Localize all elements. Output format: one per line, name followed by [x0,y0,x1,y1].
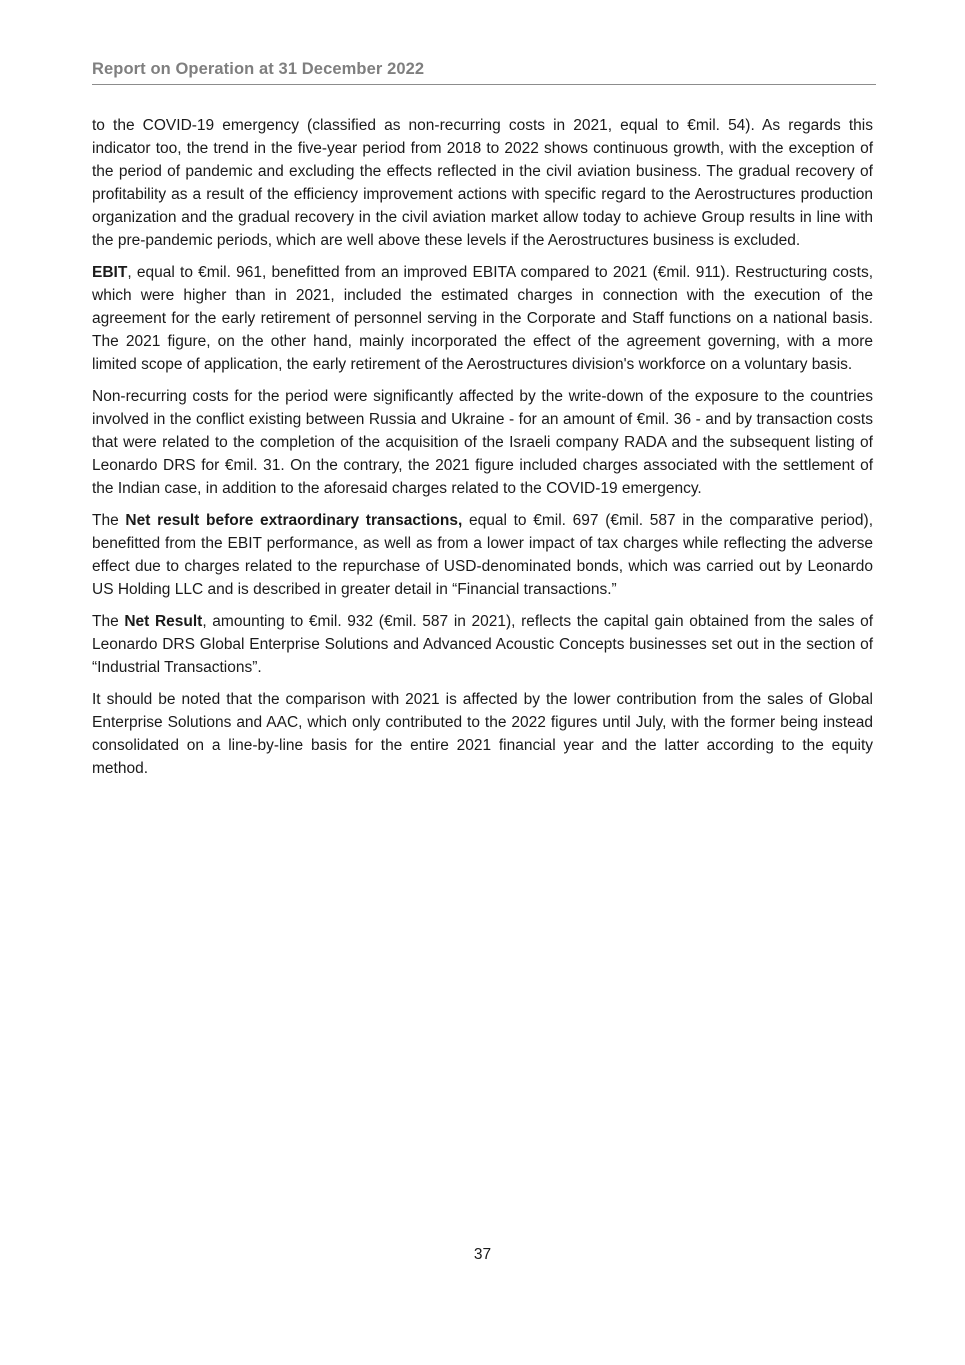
paragraph-non-recurring-costs [92,385,873,500]
paragraph-ebit [92,261,873,376]
net-result-term: Net Result [124,613,203,630]
paragraph-lead: The [92,613,125,630]
paragraph-text: It should be noted that the comparison with 2021 is affected by the lower contribution from the sales of Global Enterprise Solutions and AAC, which only contributed to the 2022 figures until July, with the former being instead consolidated on a line-by-line basis for the entire 2021 financial year and the latter according to the equity method. [92,691,873,777]
paragraph-lead: The [92,512,126,529]
page-number: 37 [473,1246,492,1263]
net-result-before-extraordinary-term: Net result before extraordinary transactions, [125,512,463,529]
paragraph-covid-profitability [92,114,873,252]
paragraph-net-result [92,610,873,679]
paragraph-text: , amounting to €mil. 932 (€mil. 587 in 2021), reflects the capital gain obtained from the sales of Leonardo DRS Global Enterprise Solutions and Advanced Acoustic Concepts businesses set out in the section of “Industrial Transactions”. [92,613,874,676]
paragraph-text: Non-recurring costs for the period were significantly affected by the write-down of the exposure to the countries involved in the conflict existing between Russia and Ukraine - for an amount of €mil. 36 - and by transaction costs that were related to the completion of the acquisition of the Israeli company RADA and the subsequent listing of Leonardo DRS for €mil. 31. On the contrary, the 2021 figure included charges associated with the settlement of the Indian case, in addition to the aforesaid charges related to the COVID-19 emergency. [92,388,873,497]
paragraph-text: to the COVID-19 emergency (classified as non-recurring costs in 2021, equal to €mil. 54). As regards this indicator too, the trend in the five-year period from 2018 to 2022 shows continuous growth, with the exception of the period of pandemic and excluding the effects reflected in the civil aviation business. The gradual recovery of profitability as a result of the efficiency improvement actions with specific regard to the Aerostructures production organization and the gradual recovery in the civil aviation market allow today to achieve Group results in line with the pre-pandemic periods, which are well above these levels if the Aerostructures business is excluded. [92,117,873,249]
paragraph-comparison-note [92,688,873,780]
ebit-term: EBIT [92,264,128,281]
report-title: Report on Operation at 31 December 2022 [92,60,425,78]
body-text [92,114,873,789]
paragraph-net-result-before-extraordinary [92,509,873,601]
paragraph-text: equal to €mil. 697 (€mil. 587 in the comparative period), benefitted from the EBIT performance, as well as from a lower impact of tax charges while reflecting the adverse effect due to charges related to the repurchase of USD-denominated bonds, which was carried out by Leonardo US Holding LLC and is described in greater detail in “Financial transactions.” [92,512,873,598]
paragraph-text: , equal to €mil. 961, benefitted from an improved EBITA compared to 2021 (€mil. 911). Restructuring costs, which were higher than in 2021, included the estimated charges in connection with the execution of the agreement for the early retirement of personnel serving in the Corporate and Staff functions on a national basis. The 2021 figure, on the other hand, mainly incorporated the effect of the agreement governing, with a more limited scope of application, the early retirement of the Aerostructures division's workforce on a voluntary basis. [92,264,873,373]
page-header [92,58,876,85]
